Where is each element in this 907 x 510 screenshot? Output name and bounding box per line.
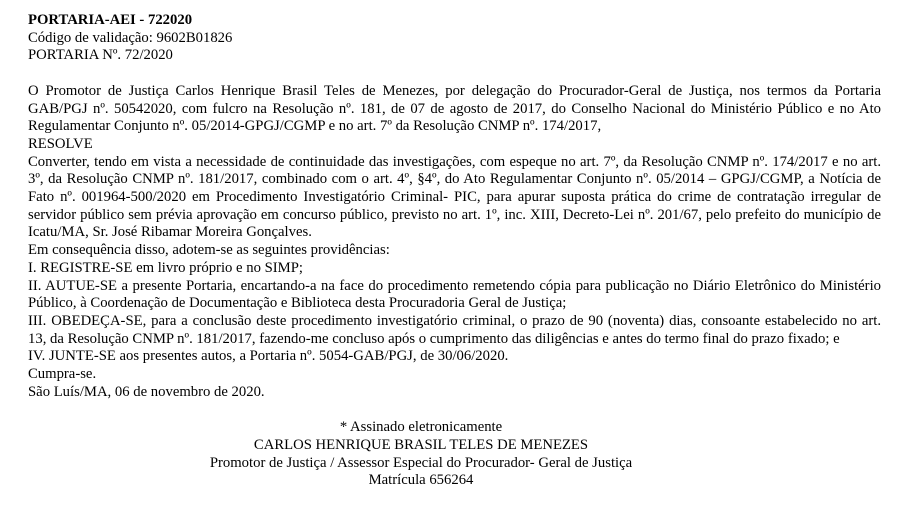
item-ii-paragraph: II. AUTUE-SE a presente Portaria, encartando-a na face do procedimento remetendo cópia para publicação no Diário Eletrônico do Ministério Público, à Coordenação de Documentação e Biblioteca desta Procuradoria Geral de Justiça; <box>28 277 881 312</box>
blank-line <box>28 401 881 419</box>
cumpra-se-line: Cumpra-se. <box>28 366 97 383</box>
item-iv-line: IV. JUNTE-SE aos presentes autos, a Portaria nº. 5054-GAB/PGJ, de 30/06/2020. <box>28 348 509 365</box>
signed-electronically-note: * Assinado eletronicamente <box>339 419 503 436</box>
portaria-number-line: PORTARIA Nº. 72/2020 <box>28 47 173 64</box>
resolve-line: RESOLVE <box>28 135 93 152</box>
validation-code-line: Código de validação: 9602B01826 <box>28 29 233 46</box>
signatory-name: CARLOS HENRIQUE BRASIL TELES DE MENEZES <box>253 436 589 453</box>
measures-intro-line: Em consequência disso, adotem-se as seguintes providências: <box>28 242 390 259</box>
blank-line <box>28 65 881 83</box>
signatory-registration: Matrícula 656264 <box>368 472 474 489</box>
item-iii-paragraph: III. OBEDEÇA-SE, para a conclusão deste procedimento investigatório criminal, o prazo de 90 (noventa) dias, consoante estabelecido no art. 13, da Resolução CNMP nº. 181/2017, fazendo-me concluso após o cumprimento das diligências e antes do termo final do prazo fixado; e <box>28 312 881 347</box>
document-title: PORTARIA-AEI - 722020 <box>28 12 193 28</box>
preamble-paragraph: O Promotor de Justiça Carlos Henrique Brasil Teles de Menezes, por delegação do Procurador-Geral de Justiça, nos termos da Portaria GAB/PGJ nº. 50542020, com fulcro na Resolução nº. 181, de 07 de agosto de 2017, do Conselho Nacional do Ministério Público e no Ato Regulamentar Conjunto nº. 05/2014-GPGJ/CGMP e no art. 7º da Resolução CNMP nº. 174/2017, <box>28 82 881 135</box>
conversion-paragraph: Converter, tendo em vista a necessidade de continuidade das investigações, com espeque no art. 7º, da Resolução CNMP nº. 174/2017 e no art. 3º, da Resolução CNMP nº. 181/2017, combinado com o art. 4º, §4º, do Ato Regulamentar Conjunto nº. 05/2014 – GPGJ/CGMP, a Notícia de Fato nº. 001964-500/2020 em Procedimento Investigatório Criminal- PIC, para apurar suposta prática do crime de contratação irregular de servidor público sem prévia aprovação em concurso público, previsto no art. 1º, inc. XIII, Decreto-Lei nº. 201/67, pelo prefeito do município de Icatu/MA, Sr. José Ribamar Moreira Gonçalves. <box>28 153 881 241</box>
place-date-line: São Luís/MA, 06 de novembro de 2020. <box>28 383 265 400</box>
signature-block <box>28 419 814 490</box>
item-i-line: I. REGISTRE-SE em livro próprio e no SIMP; <box>28 259 303 276</box>
signatory-role: Promotor de Justiça / Assessor Especial do Procurador- Geral de Justiça <box>209 454 633 471</box>
